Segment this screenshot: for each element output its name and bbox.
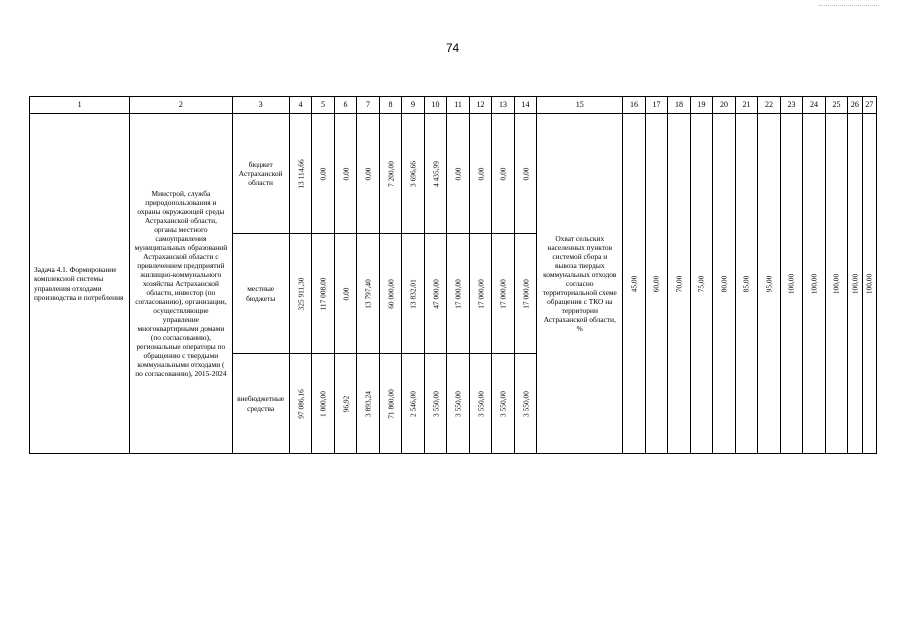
amount-value: 17 000,00 (521, 278, 531, 309)
amount-value: 0,00 (341, 287, 351, 300)
amount-cell (379, 354, 402, 454)
amount-value: 0,00 (498, 167, 508, 180)
amount-cell (334, 114, 357, 234)
amount-value: 71 800,00 (386, 388, 396, 419)
indicator-value-cell (825, 114, 848, 454)
amount-cell (402, 354, 425, 454)
amount-value: 4 435,99 (431, 160, 441, 187)
indicator-value-cell (623, 114, 646, 454)
amount-cell (469, 234, 492, 354)
column-header: 1 (30, 97, 130, 114)
amount-value: 17 000,00 (498, 278, 508, 309)
indicator-value-cell (645, 114, 668, 454)
amount-value: 0,00 (363, 167, 373, 180)
amount-cell (492, 234, 515, 354)
amount-value: 0,00 (318, 167, 328, 180)
amount-value: 47 000,00 (431, 278, 441, 309)
task-cell: Задача 4.1. Формирование комплексной системы управления отходами производства и потребления (30, 114, 130, 454)
amount-value: 13 832,01 (408, 278, 418, 309)
amount-value: 3 696,66 (408, 160, 418, 187)
column-header: 27 (862, 97, 876, 114)
amount-value: 0,00 (341, 167, 351, 180)
amount-value: 96,92 (341, 395, 351, 412)
indicator-value-cell (848, 114, 862, 454)
amount-value: 60 000,00 (386, 278, 396, 309)
program-table (29, 96, 877, 454)
amount-value: 3 550,00 (453, 390, 463, 417)
amount-value: 2 546,00 (408, 390, 418, 417)
amount-cell (424, 354, 447, 454)
column-header: 20 (713, 97, 736, 114)
column-header: 25 (825, 97, 848, 114)
amount-cell (447, 234, 470, 354)
column-header: 3 (232, 97, 289, 114)
indicator-value-cell (780, 114, 803, 454)
amount-cell (379, 114, 402, 234)
indicator-value: 95,00 (764, 275, 774, 292)
indicator-value: 70,00 (674, 275, 684, 292)
indicator-value: 60,00 (651, 275, 661, 292)
column-header: 9 (402, 97, 425, 114)
funding-row-regional (30, 114, 877, 234)
column-header: 8 (379, 97, 402, 114)
amount-cell (424, 234, 447, 354)
amount-cell (357, 354, 380, 454)
scan-artifact (819, 5, 879, 7)
column-header: 4 (289, 97, 312, 114)
amount-cell (424, 114, 447, 234)
amount-value: 0,00 (476, 167, 486, 180)
amount-cell (312, 354, 335, 454)
amount-cell (492, 354, 515, 454)
indicator-value-cell (713, 114, 736, 454)
amount-cell (447, 354, 470, 454)
amount-cell (289, 234, 312, 354)
amount-cell (334, 354, 357, 454)
executors-cell: Минстрой, служба природопользования и охраны окружающей среды Астраханской области, органы местного самоуправления муниципальных образований Астраханской области с привлечением предприятий жилищно-коммунального хозяйства Астраханской области, инвестор (по согласованию), организации, осуществляющие управление многоквартирными домами (по согласованию), региональные операторы по обращению с твердыми коммунальными отходами ( по согласованию), 2015-2024 (130, 114, 232, 454)
indicator-value-cell (758, 114, 781, 454)
column-header: 17 (645, 97, 668, 114)
amount-value: 3 550,00 (476, 390, 486, 417)
column-header: 15 (537, 97, 623, 114)
amount-value: 325 911,30 (296, 277, 306, 310)
amount-value: 117 008,00 (318, 277, 328, 310)
amount-value: 0,00 (521, 167, 531, 180)
funding-source: местные бюджеты (232, 234, 289, 354)
header-row (30, 97, 877, 114)
amount-cell (334, 234, 357, 354)
amount-cell (402, 234, 425, 354)
amount-value: 3 550,00 (521, 390, 531, 417)
amount-cell (514, 234, 537, 354)
column-header: 16 (623, 97, 646, 114)
amount-cell (469, 354, 492, 454)
column-header: 11 (447, 97, 470, 114)
column-header: 18 (668, 97, 691, 114)
amount-cell (289, 354, 312, 454)
amount-value: 13 114,66 (296, 158, 306, 189)
amount-value: 0,00 (453, 167, 463, 180)
column-header: 22 (758, 97, 781, 114)
column-header: 23 (780, 97, 803, 114)
indicator-value: 45,00 (629, 275, 639, 292)
indicator-value-cell (668, 114, 691, 454)
indicator-value: 100,00 (831, 273, 841, 294)
column-header: 6 (334, 97, 357, 114)
amount-cell (514, 114, 537, 234)
amount-value: 3 550,00 (498, 390, 508, 417)
column-header: 5 (312, 97, 335, 114)
column-header: 7 (357, 97, 380, 114)
amount-cell (514, 354, 537, 454)
amount-cell (312, 234, 335, 354)
indicator-value: 75,00 (696, 275, 706, 292)
indicator-value-cell (862, 114, 876, 454)
indicator-value: 100,00 (850, 273, 860, 294)
indicator-value: 100,00 (864, 273, 874, 294)
amount-cell (312, 114, 335, 234)
amount-cell (357, 234, 380, 354)
amount-value: 17 000,00 (453, 278, 463, 309)
column-header: 13 (492, 97, 515, 114)
column-header: 24 (803, 97, 826, 114)
amount-value: 7 200,00 (386, 160, 396, 187)
amount-value: 3 893,24 (363, 390, 373, 417)
indicator-value: 80,00 (719, 275, 729, 292)
amount-cell (492, 114, 515, 234)
amount-cell (379, 234, 402, 354)
column-header: 19 (690, 97, 713, 114)
indicator-value: 85,00 (741, 275, 751, 292)
column-header: 10 (424, 97, 447, 114)
page-number: 74 (445, 41, 460, 55)
amount-cell (469, 114, 492, 234)
column-header: 14 (514, 97, 537, 114)
column-header: 2 (130, 97, 232, 114)
amount-cell (357, 114, 380, 234)
indicator-value-cell (690, 114, 713, 454)
amount-value: 97 086,16 (296, 388, 306, 419)
amount-value: 17 000,00 (476, 278, 486, 309)
amount-cell (289, 114, 312, 234)
indicator-value-cell (735, 114, 758, 454)
column-header: 26 (848, 97, 862, 114)
amount-value: 1 000,00 (318, 390, 328, 417)
amount-cell (447, 114, 470, 234)
amount-value: 3 550,00 (431, 390, 441, 417)
amount-value: 13 797,40 (363, 278, 373, 309)
indicator-value-cell (803, 114, 826, 454)
amount-cell (402, 114, 425, 234)
column-header: 12 (469, 97, 492, 114)
indicator-value: 100,00 (786, 273, 796, 294)
funding-source: внебюджетные средства (232, 354, 289, 454)
indicator-cell: Охват сельских населенных пунктов системой сбора и вывоза твердых коммунальных отходов согласно территориальной схеме обращения с ТКО на территории Астраханской области, % (537, 114, 623, 454)
funding-source: бюджет Астраханской области (232, 114, 289, 234)
indicator-value: 100,00 (809, 273, 819, 294)
column-header: 21 (735, 97, 758, 114)
